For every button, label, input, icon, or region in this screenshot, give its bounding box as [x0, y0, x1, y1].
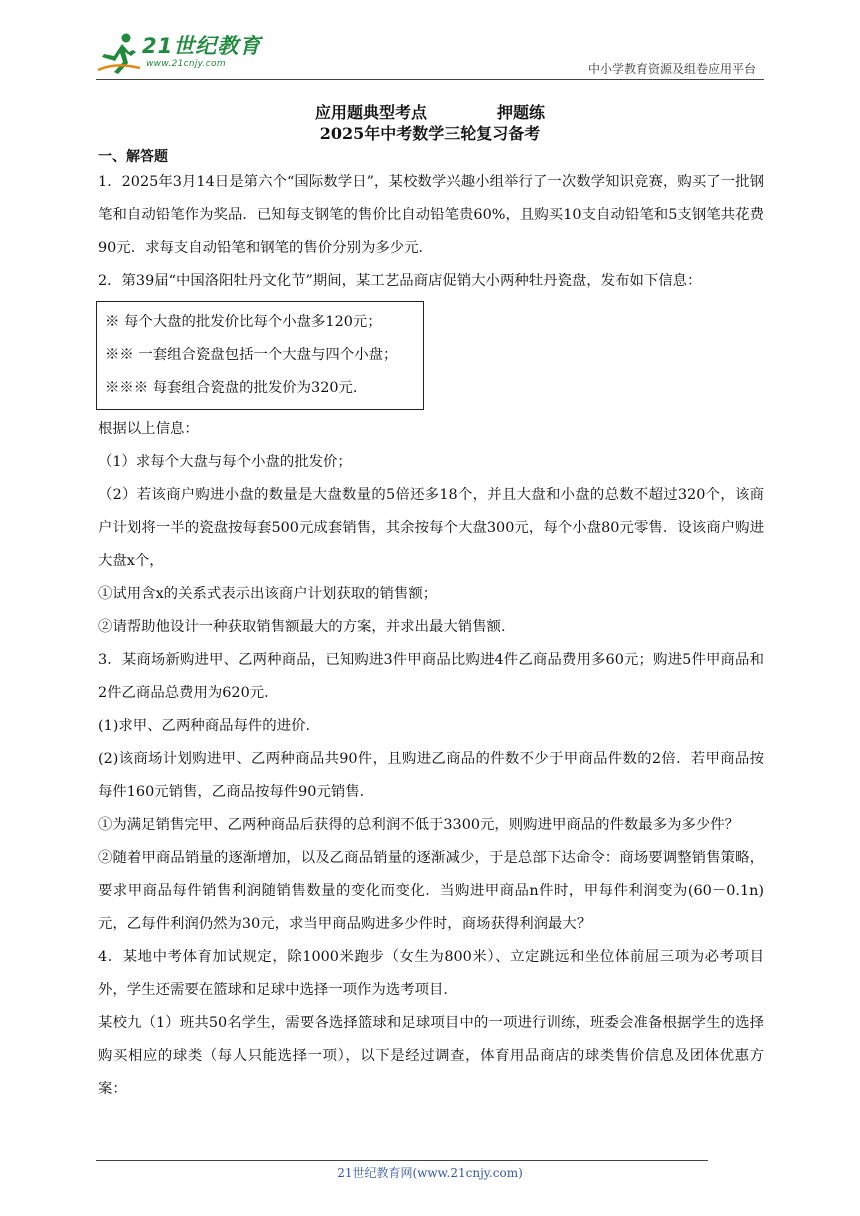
logo-text: 21世纪教育 — [142, 34, 262, 58]
question-1: 1．2025年3月14日是第六个“国际数学日”，某校数学兴趣小组举行了一次数学知识竞赛，购买了一批钢笔和自动铅笔作为奖品．已知每支钢笔的售价比自动铅笔贵60%，且购买10支自动铅笔和5支钢笔共花费90元．求每支自动铅笔和钢笔的售价分别为多少元． — [98, 174, 764, 256]
footer-divider — [96, 1160, 708, 1161]
site-logo[interactable] — [96, 28, 266, 78]
question-3-sub-1: ①为满足销售完甲、乙两种商品后获得的总利润不低于3300元，则购进甲商品的件数最多为多少件？ — [98, 817, 740, 833]
page-header — [0, 0, 860, 80]
platform-label: 中小学教育资源及组卷应用平台 — [587, 62, 756, 76]
question-4: 4．某地中考体育加试规定，除1000米跑步（女生为800米）、立定跳远和坐位体前屈三项为必考项目外，学生还需要在篮球和足球中选择一项作为选考项目． — [98, 949, 764, 998]
page-title-line2: 2025年中考数学三轮复习备考 — [319, 124, 541, 143]
question-3-sub-2: ②随着甲商品销量的逐渐增加，以及乙商品销量的逐渐减少，于是总部下达命令：商场要调整销售策略，要求甲商品每件销售利润随销售数量的变化而变化．当购进甲商品n件时，甲每件利润变为(60－0.1n)元，乙每件利润仍然为30元，求当甲商品购进多少件时，商场获得利润最大？ — [98, 850, 764, 932]
question-2-part-1: （1）求每个大盘与每个小盘的批发价； — [98, 454, 352, 470]
logo-url: www.21cnjy.com — [146, 59, 226, 69]
question-2-sub-2: ②请帮助他设计一种获取销售额最大的方案，并求出最大销售额. — [98, 619, 506, 635]
title-practice: 押题练 — [497, 103, 546, 122]
header-divider — [96, 79, 764, 80]
question-3: 3．某商场新购进甲、乙两种商品，已知购进3件甲商品比购进4件乙商品费用多60元；购进5件甲商品和2件乙商品总费用为620元． — [98, 652, 764, 701]
section-heading: 一、解答题 — [98, 149, 168, 165]
title-topic: 应用题典型考点 — [314, 103, 427, 122]
info-box — [96, 301, 424, 410]
info-box-line: ※※※ 每套组合瓷盘的批发价为320元. — [105, 380, 358, 396]
page-title-line1 — [0, 100, 860, 123]
question-3-part-1: (1)求甲、乙两种商品每件的进价． — [98, 718, 320, 734]
document-body — [98, 166, 764, 1106]
question-4-detail: 某校九（1）班共50名学生，需要各选择篮球和足球项目中的一项进行训练，班委会准备根据学生的选择购买相应的球类（每人只能选择一项），以下是经过调查，体育用品商店的球类售价信息及团体优惠方案： — [98, 1015, 764, 1097]
question-2-part-2: （2）若该商户购进小盘的数量是大盘数量的5倍还多18个，并且大盘和小盘的总数不超过320个，该商户计划将一半的瓷盘按每套500元成套销售，其余按每个大盘300元，每个小盘80元零售．设该商户购进大盘x个， — [98, 487, 764, 569]
question-2-intro: 2．第39届“中国洛阳牡丹文化节”期间，某工艺品商店促销大小两种牡丹瓷盘，发布如下信息： — [98, 273, 702, 289]
runner-logo-icon — [96, 32, 142, 76]
info-box-line: ※※ 一套组合瓷盘包括一个大盘与四个小盘； — [105, 347, 398, 363]
info-box-line: ※ 每个大盘的批发价比每个小盘多120元； — [105, 314, 382, 330]
question-2-sub-1: ①试用含x的关系式表示出该商户计划获取的销售额； — [98, 586, 438, 602]
question-3-part-2: (2)该商场计划购进甲、乙两种商品共90件，且购进乙商品的件数不少于甲商品件数的2倍．若甲商品按每件160元销售，乙商品按每件90元销售． — [98, 751, 764, 800]
footer-link[interactable]: 21世纪教育网(www.21cnjy.com) — [337, 1166, 523, 1180]
question-2-line: 根据以上信息： — [98, 421, 199, 437]
